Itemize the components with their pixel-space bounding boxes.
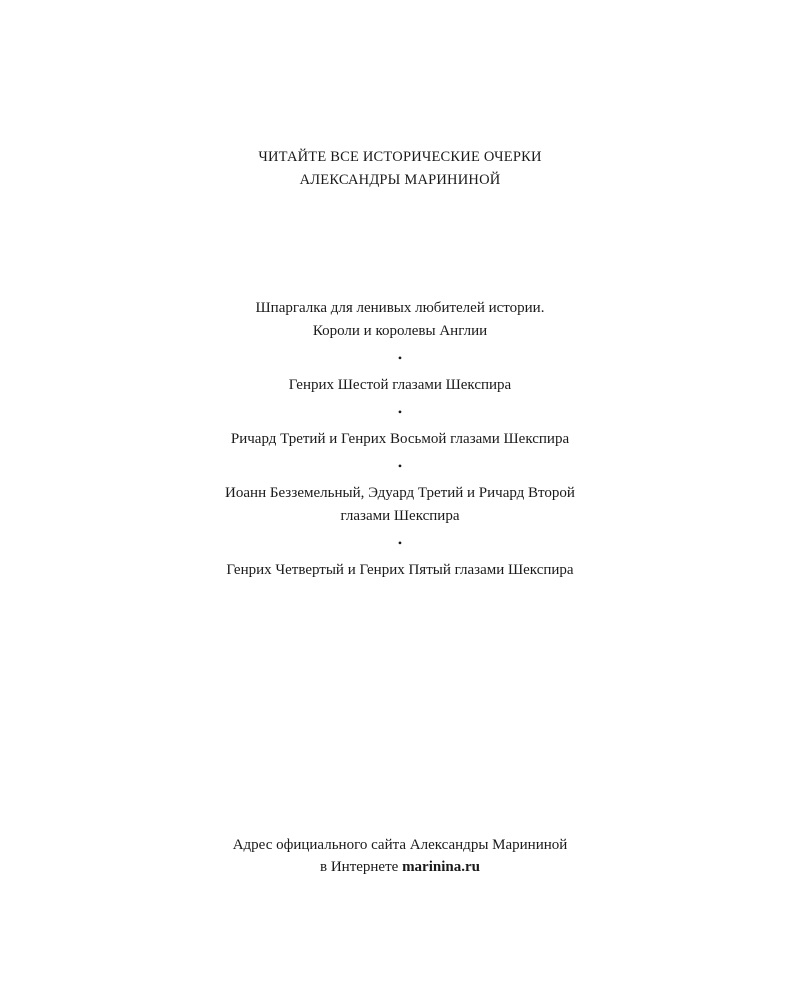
book-title-line: Ричард Третий и Генрих Восьмой глазами Шекспира xyxy=(230,431,570,447)
book-title xyxy=(0,559,800,582)
heading-line-2: АЛЕКСАНДРЫ МАРИНИНОЙ xyxy=(299,172,501,188)
website-notice-line-2 xyxy=(0,856,800,878)
bullet-separator: • xyxy=(397,405,403,419)
book-title xyxy=(0,374,800,397)
book-title-line: Генрих Четвертый и Генрих Пятый глазами Шекспира xyxy=(226,562,574,578)
page-heading xyxy=(0,146,800,192)
book-title xyxy=(0,428,800,451)
bullet-separator: • xyxy=(397,536,403,550)
website-prefix: в Интернете xyxy=(320,859,403,875)
website-notice xyxy=(0,834,800,878)
website-link: marinina.ru xyxy=(402,859,480,875)
book-title xyxy=(0,482,800,528)
bullet-separator: • xyxy=(397,459,403,473)
bullet-separator: • xyxy=(397,351,403,365)
book-title xyxy=(0,297,800,343)
book-title-line: Шпаргалка для ленивых любителей истории. xyxy=(255,300,545,316)
heading-line-1: ЧИТАЙТЕ ВСЕ ИСТОРИЧЕСКИЕ ОЧЕРКИ xyxy=(258,149,542,165)
book-title-line: Короли и королевы Англии xyxy=(312,323,488,339)
book-list xyxy=(0,297,800,582)
website-notice-line-1: Адрес официального сайта Александры Марининой xyxy=(232,837,568,853)
book-title-line: Генрих Шестой глазами Шекспира xyxy=(288,377,512,393)
book-title-line: Иоанн Безземельный, Эдуард Третий и Ричард Второй xyxy=(225,485,575,501)
book-title-line: глазами Шекспира xyxy=(340,508,460,524)
